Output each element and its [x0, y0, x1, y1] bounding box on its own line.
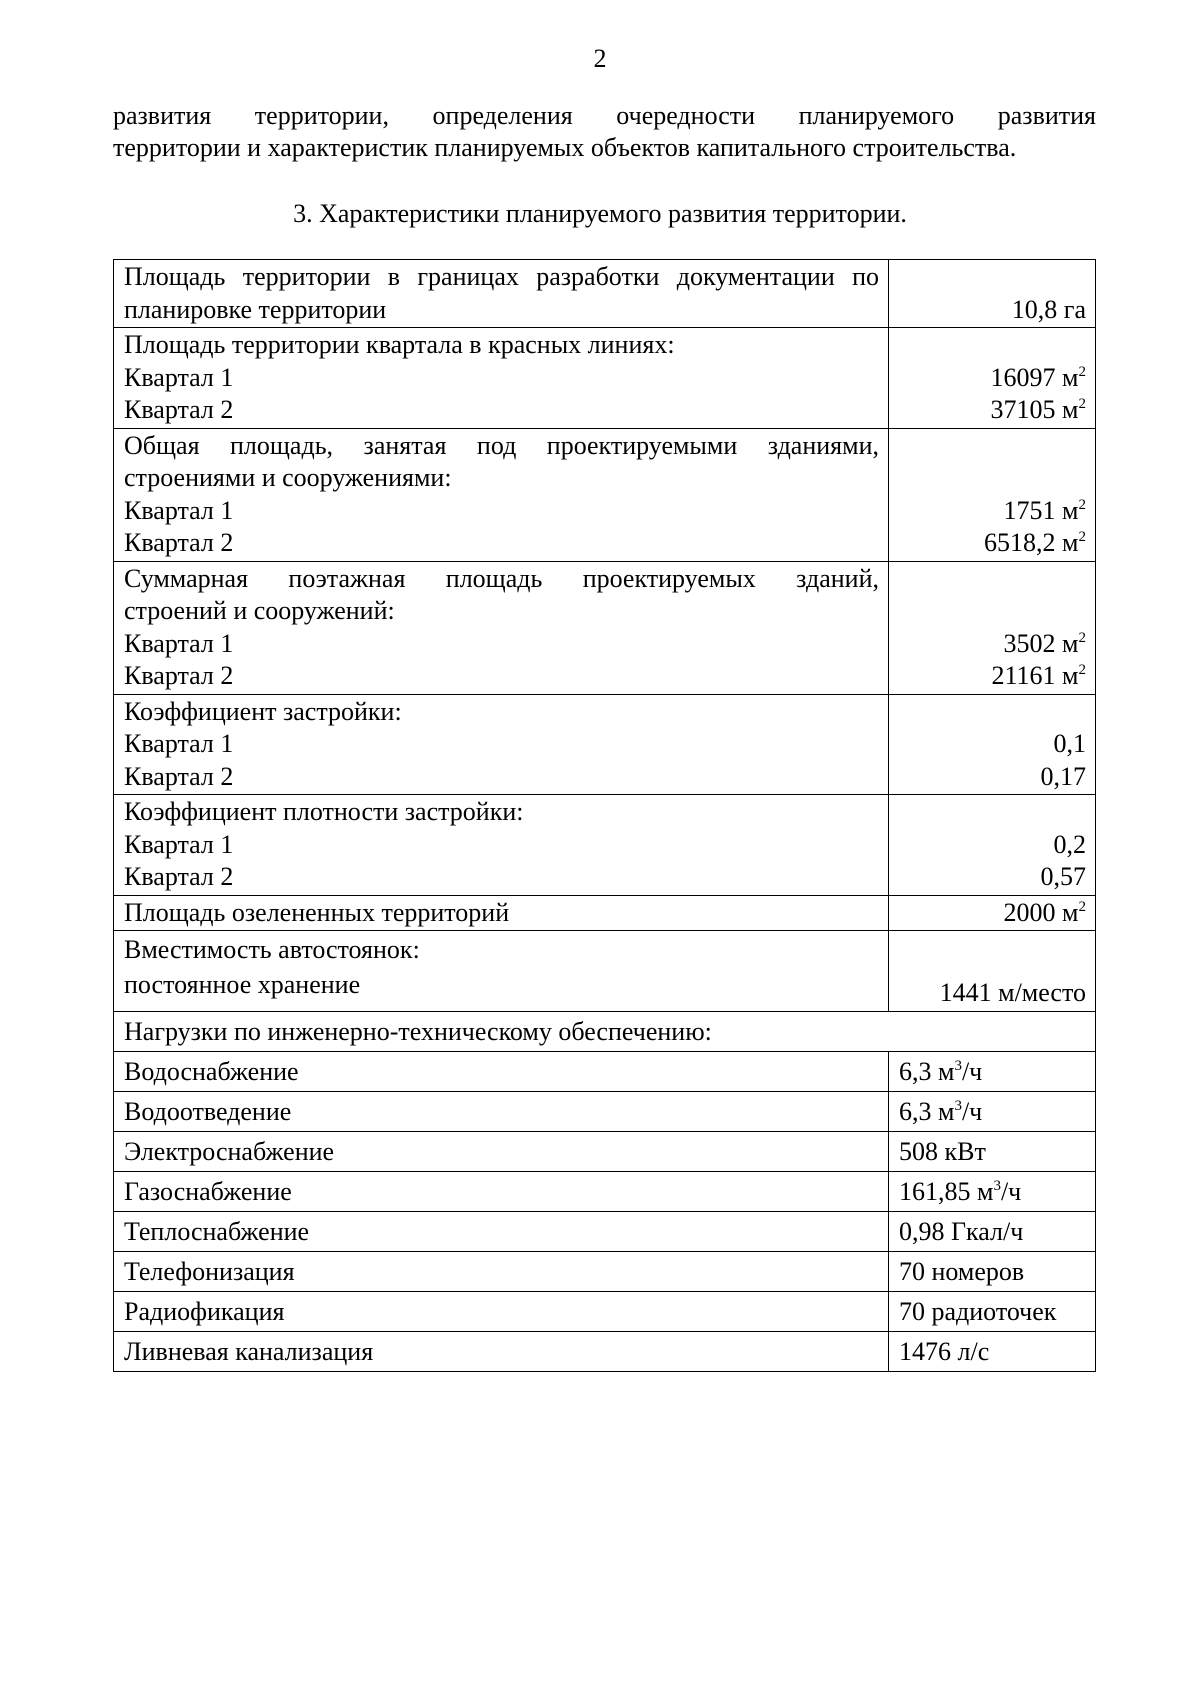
cell-label: [114, 795, 889, 896]
load-value: 508 кВт: [889, 1132, 1096, 1172]
load-value: 1476 л/с: [889, 1332, 1096, 1372]
table-row-floor-area: [114, 561, 1096, 694]
table-row: [114, 1252, 1096, 1292]
cell-value: [889, 561, 1096, 694]
table-row-green-area: [114, 895, 1096, 931]
row-label: постоянное хранение: [124, 970, 361, 999]
row-label: Площадь территории в границах разработки документации по: [124, 262, 879, 291]
block-1-value: 1751 $м^2$: [1003, 495, 1086, 525]
block-2-value: 6518,2 $м^2$: [984, 528, 1086, 557]
page-number: 2: [593, 44, 607, 73]
cell-label: [114, 694, 889, 795]
table-row-density-coef: [114, 795, 1096, 896]
table-row: [114, 1092, 1096, 1132]
table-row: [114, 1052, 1096, 1092]
block-1-label: Квартал 1: [124, 729, 234, 758]
block-1-value: 0,2: [1053, 829, 1086, 859]
intro-line-2: территории и характеристик планируемых объектов капитального строительства.: [113, 133, 1017, 162]
cell-value: [889, 328, 1096, 429]
load-label: Ливневая канализация: [114, 1332, 889, 1372]
load-label: Радиофикация: [114, 1292, 889, 1332]
cell-label: [114, 428, 889, 561]
cell-label: [114, 260, 889, 328]
load-value: 0,98 Гкал/ч: [889, 1212, 1096, 1252]
block-1-label: Квартал 1: [124, 829, 234, 859]
row-label: Суммарная поэтажная площадь проектируемых зданий,: [124, 563, 879, 593]
cell-label: [114, 895, 889, 931]
row-value: 10,8 га: [1011, 294, 1086, 324]
block-1-value: 3502 $м^2$: [1003, 628, 1086, 658]
intro-line-1: развития территории, определения очередности планируемого развития: [113, 101, 1096, 130]
table-row-parking: [114, 931, 1096, 1012]
block-2-value: 0,57: [1040, 862, 1086, 891]
table-row-built-area: [114, 428, 1096, 561]
block-2-label: Квартал 2: [124, 528, 234, 557]
block-2-value: 37105 $м^2$: [990, 395, 1086, 424]
block-2-label: Квартал 2: [124, 761, 234, 791]
table-row: [114, 1212, 1096, 1252]
table-row: [114, 1332, 1096, 1372]
load-value: 161,85 $м^3/ч$: [889, 1172, 1096, 1212]
cell-value: [889, 694, 1096, 795]
table-row: [114, 1132, 1096, 1172]
cell-value: [889, 931, 1096, 1012]
loads-list: [114, 1052, 1096, 1372]
row-label: Площадь озелененных территорий: [124, 897, 510, 927]
cell-label: [114, 931, 889, 1012]
row-label: Коэффициент застройки:: [124, 696, 402, 726]
row-label: Площадь территории квартала в красных линиях:: [124, 330, 675, 359]
block-2-value: 0,17: [1040, 761, 1086, 791]
loads-header: Нагрузки по инженерно-техническому обеспечению:: [114, 1012, 1096, 1052]
load-label: Водоснабжение: [114, 1052, 889, 1092]
cell-value: [889, 795, 1096, 896]
block-1-value: 0,1: [1053, 729, 1086, 758]
characteristics-table: [113, 259, 1096, 1372]
cell-label: [114, 328, 889, 429]
intro-paragraph: [113, 100, 1096, 164]
cell-value: [889, 895, 1096, 931]
table-row-build-coef: [114, 694, 1096, 795]
block-2-value: 21161 $м^2$: [991, 661, 1086, 690]
cell-value: [889, 260, 1096, 328]
load-value: 70 номеров: [889, 1252, 1096, 1292]
table-row: [114, 1292, 1096, 1332]
row-label: строениями и сооружениями:: [124, 463, 452, 492]
table-row: [114, 1172, 1096, 1212]
load-value: 6,3 $м^3/ч$: [889, 1052, 1096, 1092]
load-label: Электроснабжение: [114, 1132, 889, 1172]
block-2-label: Квартал 2: [124, 395, 234, 424]
table-row-area-total: [114, 260, 1096, 328]
block-1-label: Квартал 1: [124, 495, 234, 525]
table-row-loads-header: [114, 1012, 1096, 1052]
row-value: 1441 м/место: [939, 978, 1086, 1007]
block-1-value: 16097 $м^2$: [990, 362, 1086, 392]
cell-label: [114, 561, 889, 694]
block-2-label: Квартал 2: [124, 862, 234, 891]
load-value: 70 радиоточек: [889, 1292, 1096, 1332]
load-label: Теплоснабжение: [114, 1212, 889, 1252]
row-label: Коэффициент плотности застройки:: [124, 797, 524, 826]
load-label: Газоснабжение: [114, 1172, 889, 1212]
block-1-label: Квартал 1: [124, 362, 234, 392]
load-label: Водоотведение: [114, 1092, 889, 1132]
load-value: 6,3 $м^3/ч$: [889, 1092, 1096, 1132]
cell-value: [889, 428, 1096, 561]
row-label: планировке территории: [124, 294, 387, 324]
row-label: Вместимость автостоянок:: [124, 935, 420, 964]
row-value: 2000 $м^2$: [1003, 897, 1086, 927]
row-label: строений и сооружений:: [124, 596, 395, 625]
row-label: Общая площадь, занятая под проектируемыми зданиями,: [124, 430, 879, 460]
block-2-label: Квартал 2: [124, 661, 234, 690]
load-label: Телефонизация: [114, 1252, 889, 1292]
section-heading: 3. Характеристики планируемого развития территории.: [293, 199, 907, 228]
block-1-label: Квартал 1: [124, 628, 234, 658]
table-row-red-lines: [114, 328, 1096, 429]
